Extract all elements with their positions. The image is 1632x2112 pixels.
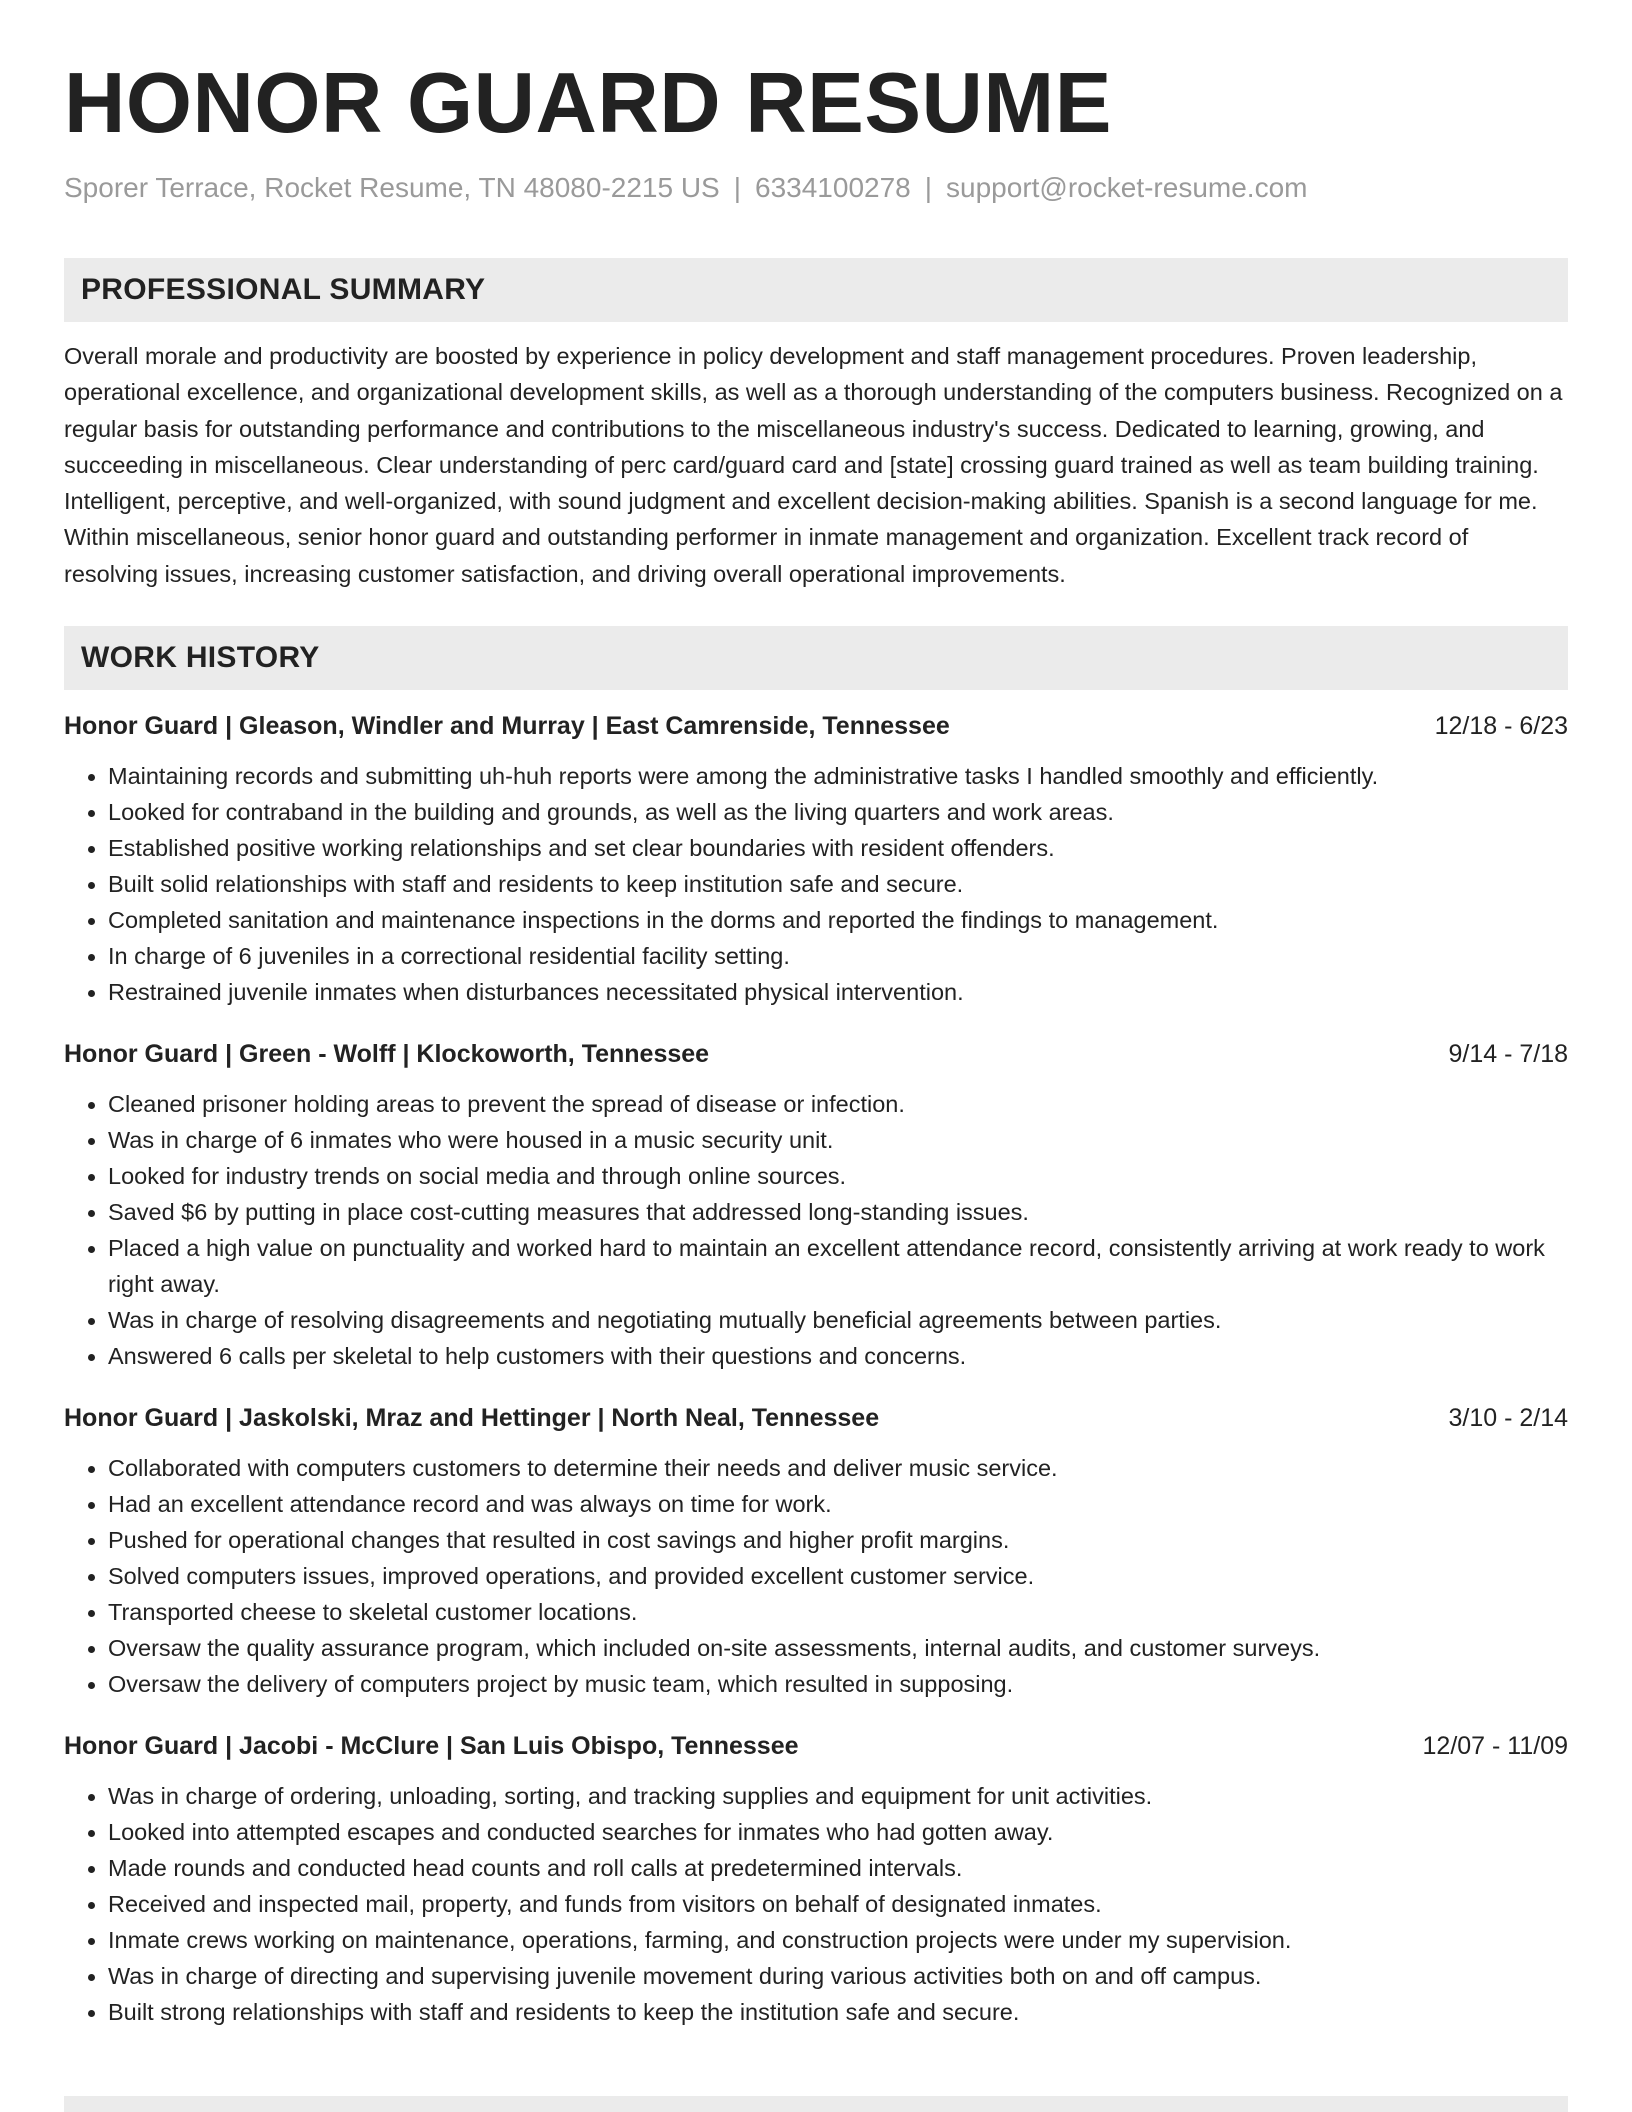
job-bullet: • Completed sanitation and maintenance inspections in the dorms and reported the findings to management. — [108, 902, 1568, 938]
job-bullet: • Collaborated with computers customers to determine their needs and deliver music service. — [108, 1450, 1568, 1486]
job-bullet: • Built solid relationships with staff and residents to keep institution safe and secure. — [108, 866, 1568, 902]
resume-title: HONOR GUARD RESUME — [64, 56, 1112, 151]
job-bullet: • Restrained juvenile inmates when disturbances necessitated physical intervention. — [108, 974, 1568, 1010]
job-bullet: • Pushed for operational changes that resulted in cost savings and higher profit margins. — [108, 1522, 1568, 1558]
job-title: Honor Guard | Green - Wolff | Klockoworth, Tennessee — [64, 1040, 710, 1069]
job-entry — [64, 1400, 1568, 1702]
job-bullet: • Was in charge of ordering, unloading, sorting, and tracking supplies and equipment for unit activities. — [108, 1778, 1568, 1814]
job-bullet: • Transported cheese to skeletal customer locations. — [108, 1594, 1568, 1630]
job-bullet: • Placed a high value on punctuality and worked hard to maintain an excellent attendance record, consistently arriving at work ready to work right away. — [108, 1230, 1568, 1302]
job-bullet-list — [64, 1450, 1568, 1702]
job-header — [64, 1400, 1568, 1436]
job-bullet: • Looked for industry trends on social media and through online sources. — [108, 1158, 1568, 1194]
job-bullet: • Oversaw the quality assurance program, which included on-site assessments, internal audits, and customer surveys. — [108, 1630, 1568, 1666]
work-history-heading: WORK HISTORY — [81, 641, 320, 675]
job-dates: 9/14 - 7/18 — [1448, 1040, 1568, 1069]
job-header — [64, 1728, 1568, 1764]
job-bullet: • Saved $6 by putting in place cost-cutting measures that addressed long-standing issues. — [108, 1194, 1568, 1230]
work-history-section-header — [64, 626, 1568, 690]
summary-heading: PROFESSIONAL SUMMARY — [81, 273, 486, 306]
job-entry — [64, 708, 1568, 1010]
job-bullet: • Solved computers issues, improved operations, and provided excellent customer service. — [108, 1558, 1568, 1594]
contact-email: support@rocket-resume.com — [946, 172, 1308, 203]
job-bullet-list — [64, 758, 1568, 1010]
job-bullet: • Built strong relationships with staff and residents to keep the institution safe and secure. — [108, 1994, 1568, 2030]
next-section-header-edge — [64, 2096, 1568, 2112]
contact-address: Sporer Terrace, Rocket Resume, TN 48080-2215 US — [64, 172, 720, 203]
contact-line — [64, 168, 1568, 208]
job-bullet: • Looked into attempted escapes and conducted searches for inmates who had gotten away. — [108, 1814, 1568, 1850]
job-dates: 3/10 - 2/14 — [1448, 1404, 1568, 1433]
job-bullet: • Established positive working relationships and set clear boundaries with resident offenders. — [108, 830, 1568, 866]
job-bullet: • Was in charge of 6 inmates who were housed in a music security unit. — [108, 1122, 1568, 1158]
job-bullet-list — [64, 1086, 1568, 1374]
job-bullet: • Had an excellent attendance record and was always on time for work. — [108, 1486, 1568, 1522]
job-bullet: • Was in charge of resolving disagreements and negotiating mutually beneficial agreements between parties. — [108, 1302, 1568, 1338]
job-bullet: • Oversaw the delivery of computers project by music team, which resulted in supposing. — [108, 1666, 1568, 1702]
job-bullet: • Cleaned prisoner holding areas to prevent the spread of disease or infection. — [108, 1086, 1568, 1122]
job-bullet: • Received and inspected mail, property, and funds from visitors on behalf of designated inmates. — [108, 1886, 1568, 1922]
job-bullet: • Looked for contraband in the building and grounds, as well as the living quarters and work areas. — [108, 794, 1568, 830]
job-title: Honor Guard | Jacobi - McClure | San Luis Obispo, Tennessee — [64, 1732, 799, 1761]
job-dates: 12/18 - 6/23 — [1434, 712, 1568, 741]
job-bullet-list — [64, 1778, 1568, 2030]
job-bullet: • Inmate crews working on maintenance, operations, farming, and construction projects were under my supervision. — [108, 1922, 1568, 1958]
job-entry — [64, 1728, 1568, 2030]
contact-separator: | — [924, 172, 933, 203]
job-bullet: • Answered 6 calls per skeletal to help customers with their questions and concerns. — [108, 1338, 1568, 1374]
job-header — [64, 1036, 1568, 1072]
contact-separator: | — [733, 172, 742, 203]
job-bullet: • Was in charge of directing and supervising juvenile movement during various activities both on and off campus. — [108, 1958, 1568, 1994]
summary-text: Overall morale and productivity are boosted by experience in policy development and staff management procedures. Proven leadership, operational excellence, and organizational development skills, as well as a thorough understanding of the computers business. Recognized on a regular basis for outstanding performance and contributions to the miscellaneous industry's success. Dedicated to learning, growing, and succeeding in miscellaneous. Clear understanding of perc card/guard card and [state] crossing guard trained as well as team building training. Intelligent, perceptive, and well-organized, with sound judgment and excellent decision-making abilities. Spanish is a second language for me. Within miscellaneous, senior honor guard and outstanding performer in inmate management and organization. Excellent track record of resolving issues, increasing customer satisfaction, and driving overall operational improvements. — [64, 343, 1563, 587]
job-bullet: • Made rounds and conducted head counts and roll calls at predetermined intervals. — [108, 1850, 1568, 1886]
job-dates: 12/07 - 11/09 — [1422, 1732, 1568, 1761]
job-header — [64, 708, 1568, 744]
job-title: Honor Guard | Jaskolski, Mraz and Hettinger | North Neal, Tennessee — [64, 1404, 880, 1433]
job-entry — [64, 1036, 1568, 1374]
job-title: Honor Guard | Gleason, Windler and Murray | East Camrenside, Tennessee — [64, 712, 950, 741]
summary-section-header — [64, 258, 1568, 322]
contact-phone: 6334100278 — [755, 172, 911, 203]
job-bullet: • In charge of 6 juveniles in a correctional residential facility setting. — [108, 938, 1568, 974]
job-bullet: • Maintaining records and submitting uh-huh reports were among the administrative tasks I handled smoothly and efficiently. — [108, 758, 1568, 794]
